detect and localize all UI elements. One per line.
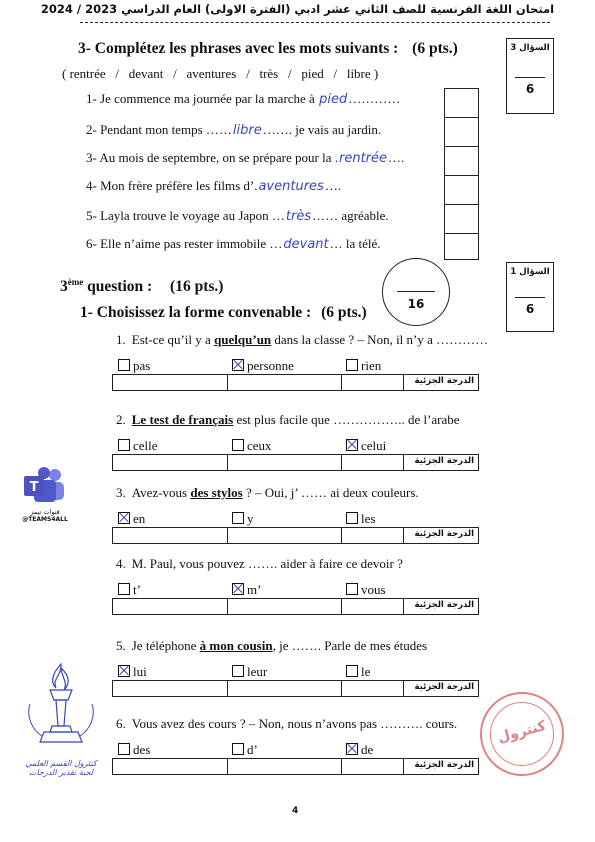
partial-grade-row — [112, 598, 479, 615]
partial-grade-label: الدرجة الجزئية — [414, 529, 474, 539]
question-keyword: à mon cousin — [199, 638, 273, 653]
checkbox-icon[interactable] — [346, 665, 358, 677]
mcq-option[interactable] — [346, 511, 375, 527]
handwritten-answer[interactable]: pied — [319, 92, 348, 107]
partial-grade-label: الدرجة الجزئية — [414, 376, 474, 386]
question-text: , je ……. Parle de mes études — [272, 638, 428, 653]
section3-grade-score: 6 — [525, 82, 535, 96]
sentence-text: …. — [324, 178, 342, 193]
mcq-option[interactable] — [346, 582, 386, 598]
mcq-question — [116, 485, 419, 501]
checkbox-icon[interactable] — [346, 359, 358, 371]
partial-grade-row — [112, 758, 479, 775]
option-label: les — [361, 511, 376, 526]
sentence-text: 3- Au mois de septembre, on se prépare pour la . — [86, 150, 338, 165]
sentence-text: 6- Elle n’aime pas rester immobile … — [86, 236, 283, 251]
question3-heading — [60, 277, 223, 296]
checkbox-icon[interactable] — [346, 512, 358, 524]
mcq-option[interactable] — [346, 438, 386, 454]
fill-sentence — [86, 236, 381, 252]
torch-line2: لجنة تقدير الدرجات — [28, 768, 94, 777]
mcq-option[interactable] — [118, 582, 141, 598]
question-text: ? – Oui, j’ …… ai deux couleurs. — [242, 485, 419, 500]
mcq-option[interactable] — [232, 582, 261, 598]
checkbox-icon[interactable] — [118, 583, 130, 595]
teams-line2: @TEAMS4ALL — [22, 516, 68, 523]
mcq-question — [116, 716, 457, 732]
teams-logo — [20, 467, 70, 523]
sentence-text: ………… — [348, 91, 401, 106]
subquestion-title-text: 1- Choisissez la forme convenable : — [80, 304, 312, 321]
option-label: t’ — [133, 582, 141, 597]
checked-checkbox-icon[interactable] — [346, 439, 358, 451]
section3-points: (6 pts.) — [412, 40, 458, 57]
mcq-option[interactable] — [118, 358, 150, 374]
grade-underline — [515, 77, 545, 78]
exam-header: امتحان اللغة الفرنسية للصف الثاني عشر ادبي (الفترة الاولى) العام الدراسي 2023 / 2024 — [40, 2, 555, 16]
partial-grade-label: الدرجة الجزئية — [414, 600, 474, 610]
fill-sentence — [86, 91, 400, 107]
checked-checkbox-icon[interactable] — [346, 743, 358, 755]
partial-grade-label: الدرجة الجزئية — [414, 760, 474, 770]
checkbox-icon[interactable] — [232, 439, 244, 451]
question-keyword: Le test de français — [131, 412, 234, 427]
section3-title-text: 3- Complétez les phrases avec les mots suivants : — [78, 40, 399, 57]
fill-sentence — [86, 150, 404, 166]
page-number: 4 — [292, 806, 299, 816]
handwritten-answer[interactable]: rentrée — [338, 151, 388, 166]
option-label: de — [361, 742, 374, 757]
mcq-question — [116, 332, 488, 348]
checkbox-icon[interactable] — [118, 359, 130, 371]
option-label: celui — [361, 438, 387, 453]
fill-sentence — [86, 122, 381, 138]
mcq-question — [116, 412, 460, 428]
partial-grade-row — [112, 527, 479, 544]
question-text: Vous avez des cours ? – Non, nous n’avons pas ………. cours. — [131, 716, 458, 731]
svg-text:T: T — [29, 480, 39, 495]
sentence-text: 4- Mon frère préfère les films d’. — [86, 178, 258, 193]
partial-grade-label: الدرجة الجزئية — [414, 456, 474, 466]
question-text: dans la classe ? – Non, il n’y a ………… — [271, 332, 489, 347]
mcq-option[interactable] — [118, 742, 150, 758]
handwritten-answer[interactable]: libre — [232, 123, 262, 138]
mcq-option[interactable] — [232, 742, 258, 758]
mcq-option[interactable] — [232, 664, 267, 680]
fill-sentence — [86, 178, 341, 194]
question-points: (16 pts.) — [170, 278, 224, 296]
handwritten-answer[interactable]: aventures — [258, 179, 324, 194]
header-divider — [80, 22, 550, 23]
handwritten-answer[interactable]: devant — [283, 237, 329, 252]
grade-underline — [515, 297, 545, 298]
checkbox-icon[interactable] — [232, 743, 244, 755]
question-text: Je téléphone — [131, 638, 200, 653]
torch-line1: كنترول القسم العلمي — [25, 759, 97, 768]
question-number: 3 — [60, 278, 68, 296]
checkbox-icon[interactable] — [232, 512, 244, 524]
fill-sentence — [86, 208, 389, 224]
option-label: pas — [133, 358, 151, 373]
mcq-option[interactable] — [232, 438, 272, 454]
checked-checkbox-icon[interactable] — [118, 665, 130, 677]
checkbox-icon[interactable] — [346, 583, 358, 595]
sentence-text: ……. je vais au jardin. — [262, 122, 382, 137]
mcq-option[interactable] — [346, 664, 370, 680]
subquestion-points: (6 pts.) — [321, 304, 367, 321]
teams-line1: قنوات تيمز — [30, 508, 60, 516]
option-label: vous — [361, 582, 386, 597]
question-num: 3. — [116, 485, 126, 500]
torch-logo — [22, 660, 100, 777]
sentence-text: …… agréable. — [312, 208, 389, 223]
stamp-text: كنترول — [496, 717, 548, 747]
mcq-option[interactable] — [118, 511, 145, 527]
mcq-question — [116, 638, 427, 654]
torch-icon — [22, 660, 100, 760]
word-bank: ( rentrée / devant / aventures / très / pied / libre ) — [62, 66, 379, 81]
mcq-option[interactable] — [346, 358, 381, 374]
mcq-option[interactable] — [232, 511, 254, 527]
partial-grade-row — [112, 374, 479, 391]
checked-checkbox-icon[interactable] — [232, 583, 244, 595]
checkbox-icon[interactable] — [118, 439, 130, 451]
partial-grade-row — [112, 454, 479, 471]
question-keyword: des stylos — [190, 485, 243, 500]
sentence-text: 2- Pendant mon temps …… — [86, 122, 232, 137]
option-label: lui — [133, 664, 147, 679]
question-text: M. Paul, vous pouvez ……. aider à faire ce devoir ? — [131, 556, 403, 571]
question3-grade-box — [506, 262, 554, 332]
partial-grade-label: الدرجة الجزئية — [414, 682, 474, 692]
mcq-option[interactable] — [118, 438, 158, 454]
option-label: leur — [247, 664, 268, 679]
option-label: celle — [133, 438, 158, 453]
question-keyword: quelqu’un — [214, 332, 272, 347]
sentence-text: … la télé. — [329, 236, 381, 251]
question-sup: ème — [67, 277, 84, 287]
mcq-option[interactable] — [346, 742, 373, 758]
checked-checkbox-icon[interactable] — [232, 359, 244, 371]
checked-checkbox-icon[interactable] — [118, 512, 130, 524]
checkbox-icon[interactable] — [232, 665, 244, 677]
sentence-text: 5- Layla trouve le voyage au Japon … — [86, 208, 285, 223]
question-text: Est-ce qu’il y a — [131, 332, 215, 347]
section3-grade-box — [506, 38, 554, 114]
option-label: en — [133, 511, 146, 526]
question-text: Avez-vous — [131, 485, 191, 500]
question3-grade-label: السؤال 1 — [510, 267, 550, 277]
total-score: 16 — [407, 297, 425, 311]
option-label: le — [361, 664, 371, 679]
total-score-circle — [382, 258, 450, 326]
option-label: ceux — [247, 438, 272, 453]
option-label: personne — [247, 358, 294, 373]
control-stamp — [480, 692, 564, 776]
mcq-question — [116, 556, 403, 572]
mcq-option[interactable] — [232, 358, 294, 374]
question-num: 2. — [116, 412, 126, 427]
option-label: m’ — [247, 582, 262, 597]
section3-title — [78, 40, 458, 58]
question-num: 5. — [116, 638, 126, 653]
checkbox-icon[interactable] — [118, 743, 130, 755]
question3-grade-score: 6 — [525, 302, 535, 316]
section3-grade-label: السؤال 3 — [510, 43, 550, 53]
sentence-text: 1- Je commence ma journée par la marche à — [86, 91, 319, 106]
handwritten-answer[interactable]: très — [285, 209, 312, 224]
question-num: 6. — [116, 716, 126, 731]
teams-icon — [20, 467, 70, 503]
partial-grade-row — [112, 680, 479, 697]
answer-boxes — [444, 88, 479, 260]
question-num: 1. — [116, 332, 126, 347]
sentence-text: …. — [388, 150, 405, 165]
option-label: d’ — [247, 742, 258, 757]
subquestion-title — [80, 304, 367, 322]
question-text: est plus facile que …………….. de l’arabe — [233, 412, 460, 427]
question-num: 4. — [116, 556, 126, 571]
option-label: des — [133, 742, 151, 757]
question-title: question : — [87, 278, 153, 296]
option-label: y — [247, 511, 254, 526]
mcq-option[interactable] — [118, 664, 147, 680]
option-label: rien — [361, 358, 382, 373]
